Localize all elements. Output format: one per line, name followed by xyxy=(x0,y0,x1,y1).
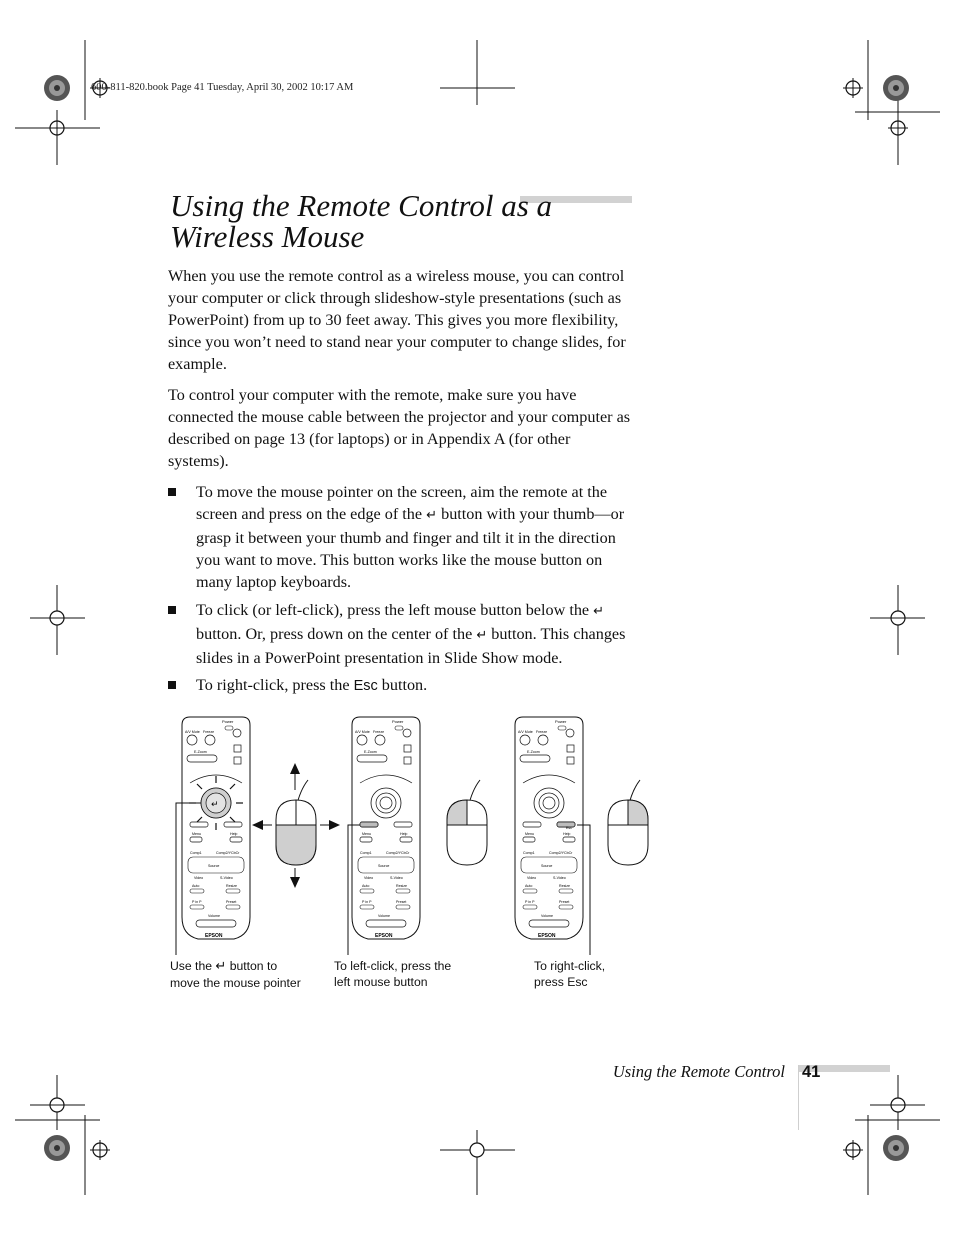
esc-key-label: Esc xyxy=(566,826,572,830)
caption-right-click: To right-click, press Esc xyxy=(534,959,606,989)
enter-icon: ↵ xyxy=(593,604,605,619)
bullet2-text-c: button. This changes slides in a PowerPoint presentation in Slide Show mode. xyxy=(196,625,626,667)
enter-icon: ↵ xyxy=(476,628,488,643)
enter-icon: ↵ xyxy=(211,800,219,810)
bullet1-text-b: button with your thumb—or grasp it between your thumb and finger and tilt it in the direction you want to move. This button works like the mouse button on many laptop keyboards. xyxy=(196,505,625,591)
intro-paragraph: When you use the remote control as a wireless mouse, you can control your computer or click through slideshow-style presentations (such as PowerPoint) from up to 30 feet away. This gives you more flexibility, since you won’t need to stand near your computer to change slides, for example. xyxy=(168,267,626,373)
remote-left xyxy=(182,717,250,939)
setup-paragraph: To control your computer with the remote, make sure you have connected the mouse cable between the projector and your computer as described on page 13 (for laptops) or in Appendix A (for other systems). xyxy=(168,386,631,470)
bullet2-text-b: button. Or, press down on the center of the xyxy=(196,625,473,643)
page-title-line1: Using the Remote Control as a xyxy=(170,188,553,223)
remote-mouse-illustration: Power A/V Mute Freeze E-Zoom Menu Help Comp1 Comp2/YCbCr Source Video S-Video Auto Resize P in P Preset Volume EPSON ↵ Esc xyxy=(0,0,954,1235)
bullet1-text-a: To move the mouse pointer on the screen, aim the remote at the screen and press on the edge of the xyxy=(196,483,608,523)
mouse-right-click xyxy=(608,780,648,865)
caption-move-pointer: Use the ↵ button to move the mouse pointer xyxy=(170,959,301,990)
caption-left-click: To left-click, press the left mouse button xyxy=(334,959,452,989)
book-page-info: 600-811-820.book Page 41 Tuesday, April 30, 2002 10:17 AM xyxy=(91,82,354,93)
esc-key-label: Esc xyxy=(353,678,378,694)
page-title-line2: Wireless Mouse xyxy=(170,219,365,254)
enter-icon: ↵ xyxy=(426,508,438,523)
remote-middle xyxy=(352,717,420,939)
mouse-with-arrows xyxy=(252,763,340,888)
bullet3-text-a: To right-click, press the xyxy=(196,676,350,694)
bullet3-text-b: button. xyxy=(381,676,428,694)
footer-divider xyxy=(798,1065,799,1130)
bullet2-text-a: To click (or left-click), press the left mouse button below the xyxy=(196,601,590,619)
mouse-left-click xyxy=(447,780,487,865)
remote-right xyxy=(515,717,583,939)
page-number: 41 xyxy=(802,1063,821,1081)
enter-icon: ↵ xyxy=(215,959,227,974)
running-footer-title: Using the Remote Control xyxy=(612,1062,785,1081)
